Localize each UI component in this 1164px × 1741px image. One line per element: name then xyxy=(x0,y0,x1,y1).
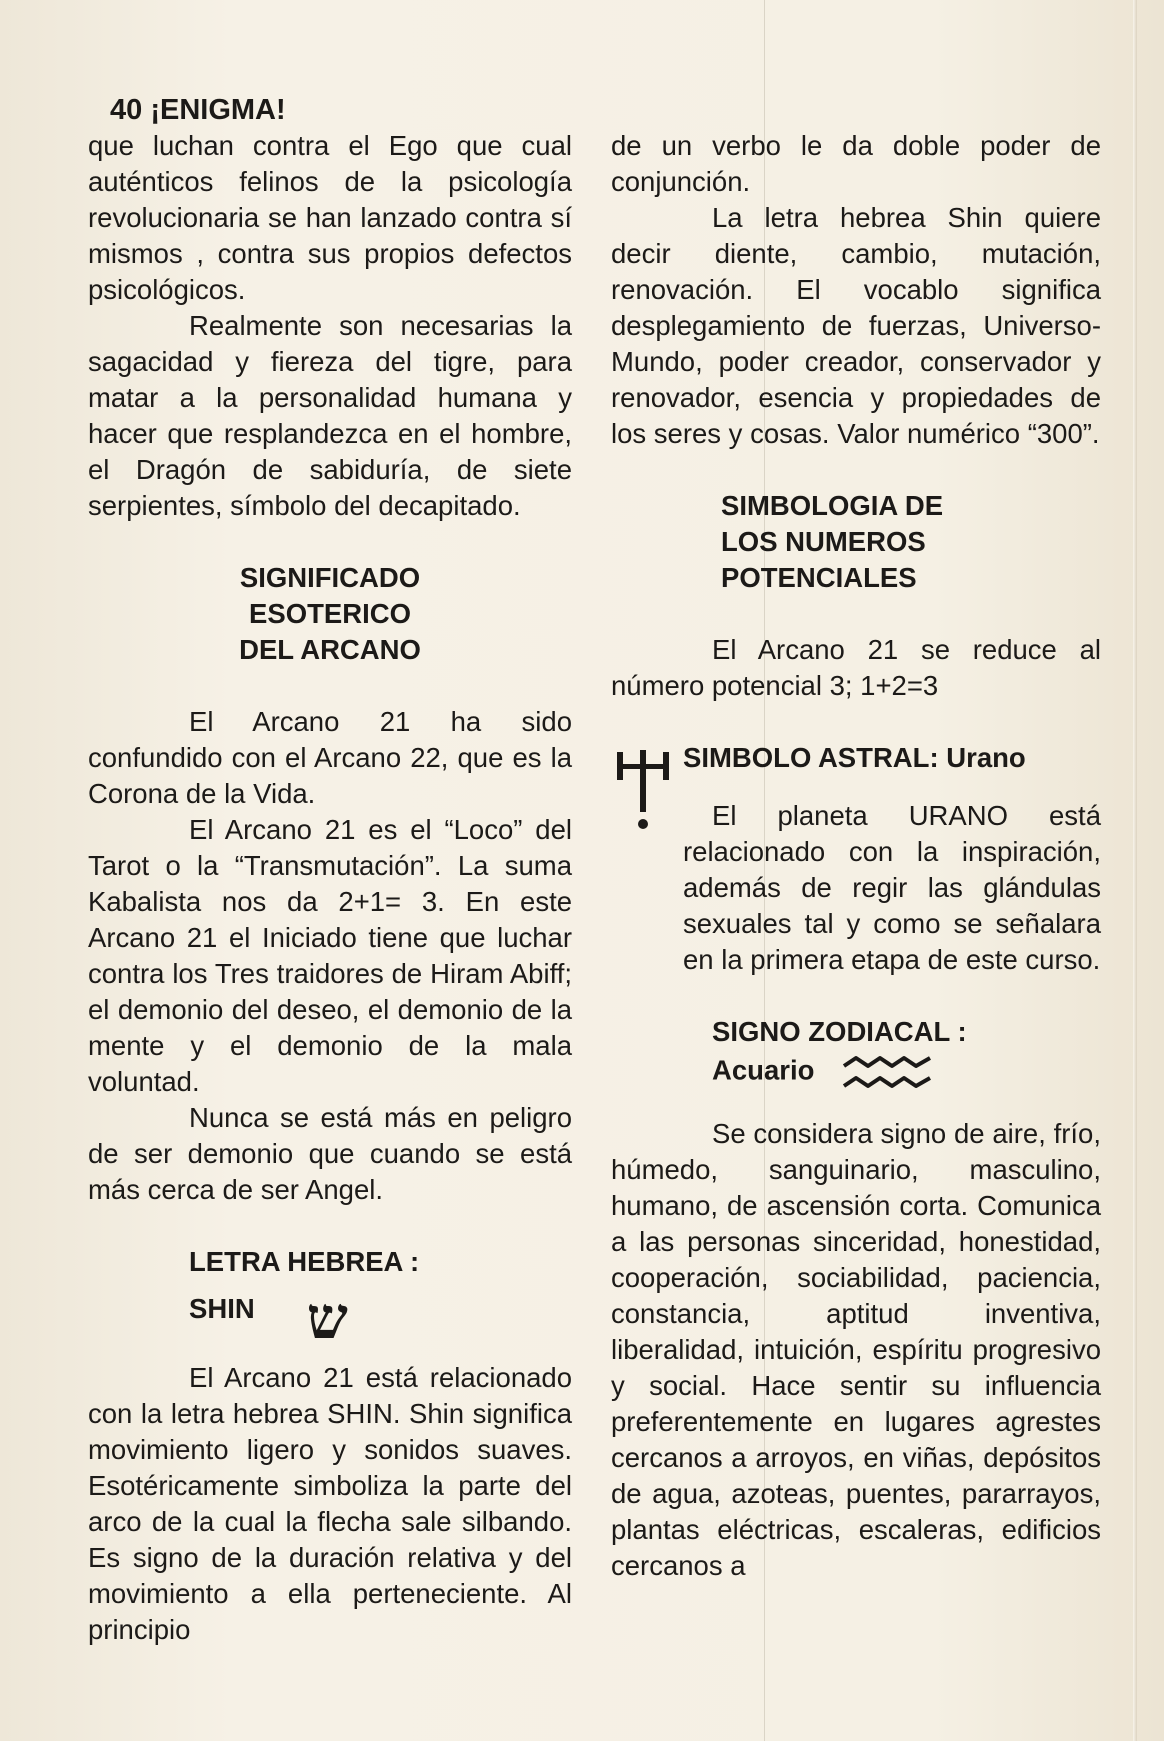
paragraph: Nunca se está más en peligro de ser demonio que cuando se está más cerca de ser Angel. xyxy=(88,1102,572,1205)
heading-line: DEL ARCANO xyxy=(239,634,421,665)
left-column xyxy=(88,128,572,1648)
shin-letter-icon: ש xyxy=(306,1284,348,1352)
section-heading-significado xyxy=(88,560,572,668)
paragraph: El planeta URANO está relacionado con la inspiración, además de regir las glándulas sexuales tal y como se señalara en la primera etapa de este curso. xyxy=(683,800,1101,975)
heading-line: Acuario xyxy=(712,1054,815,1086)
section-heading-simbolo-astral: SIMBOLO ASTRAL: Urano xyxy=(683,742,1026,773)
aquarius-icon xyxy=(840,1050,936,1094)
right-column xyxy=(611,128,1101,1584)
heading-line: LOS NUMEROS xyxy=(721,526,926,557)
heading-line: SIMBOLOGIA DE xyxy=(721,490,944,521)
section-heading-letra-hebrea xyxy=(88,1244,572,1352)
uranus-icon xyxy=(611,744,683,836)
paragraph: Realmente son necesarias la sagacidad y fiereza del tigre, para matar a la personalidad humana y hacer que resplandezca en el hombre, el Dragón de sabiduría, de siete serpientes, símbolo del decapitado. xyxy=(88,310,572,521)
heading-line: SHIN xyxy=(189,1293,255,1324)
page-header: 40 ¡ENIGMA! xyxy=(110,94,286,126)
paragraph: El Arcano 21 está relacionado con la letra hebrea SHIN. Shin significa movimiento ligero y sonidos suaves. Esotéricamente simboliza la parte del arco de la cual la flecha sale silbando. Es signo de la duración relativa y del movimiento a ella perteneciente. Al principio xyxy=(88,1362,572,1645)
heading-line: LETRA HEBREA : xyxy=(189,1246,420,1277)
paragraph: Se considera signo de aire, frío, húmedo, sanguinario, masculino, humano, de ascensión corta. Comunica a las personas sinceridad, honestidad, cooperación, sociabilidad, paciencia, constancia, aptitud inventiva, liberalidad, intuición, espíritu progresivo y social. Hace sentir su influencia preferentemente en lugares agrestes cercanos a arroyos, en viñas, depósitos de agua, azoteas, puentes, pararrayos, plantas eléctricas, escaleras, edificios cercanos a xyxy=(611,1118,1101,1581)
heading-line: POTENCIALES xyxy=(721,562,917,593)
page-edge xyxy=(1133,0,1137,1741)
paragraph: El Arcano 21 ha sido confundido con el Arcano 22, que es la Corona de la Vida. xyxy=(88,706,572,809)
section-heading-simbologia xyxy=(611,488,1101,596)
paragraph: La letra hebrea Shin quiere decir diente, cambio, mutación, renovación. El vocablo significa desplegamiento de fuerzas, Universo-Mundo, poder creador, conservador y renovador, esencia y propiedades de los seres y cosas. Valor numérico “300”. xyxy=(611,202,1101,449)
heading-line: SIGNIFICADO xyxy=(239,562,421,593)
astral-symbol-section xyxy=(611,740,1101,978)
paragraph: El Arcano 21 es el “Loco” del Tarot o la “Transmutación”. La suma Kabalista nos da 2+1= 3. En este Arcano 21 el Iniciado tiene que luchar contra los Tres traidores de Hiram Abiff; el demonio del deseo, el demonio de la mente y el demonio de la mala voluntad. xyxy=(88,814,572,1097)
heading-line: SIGNO ZODIACAL : xyxy=(712,1016,967,1047)
heading-line: ESOTERICO xyxy=(249,598,411,629)
paragraph: que luchan contra el Ego que cual auténticos felinos de la psicología revolucionaria se han lanzado contra sí mismos , contra sus propios defectos psicológicos. xyxy=(88,130,572,305)
paragraph: El Arcano 21 se reduce al número potencial 3; 1+2=3 xyxy=(611,634,1101,701)
paragraph: de un verbo le da doble poder de conjunción. xyxy=(611,130,1101,197)
section-heading-signo-zodiacal xyxy=(611,1014,1101,1094)
